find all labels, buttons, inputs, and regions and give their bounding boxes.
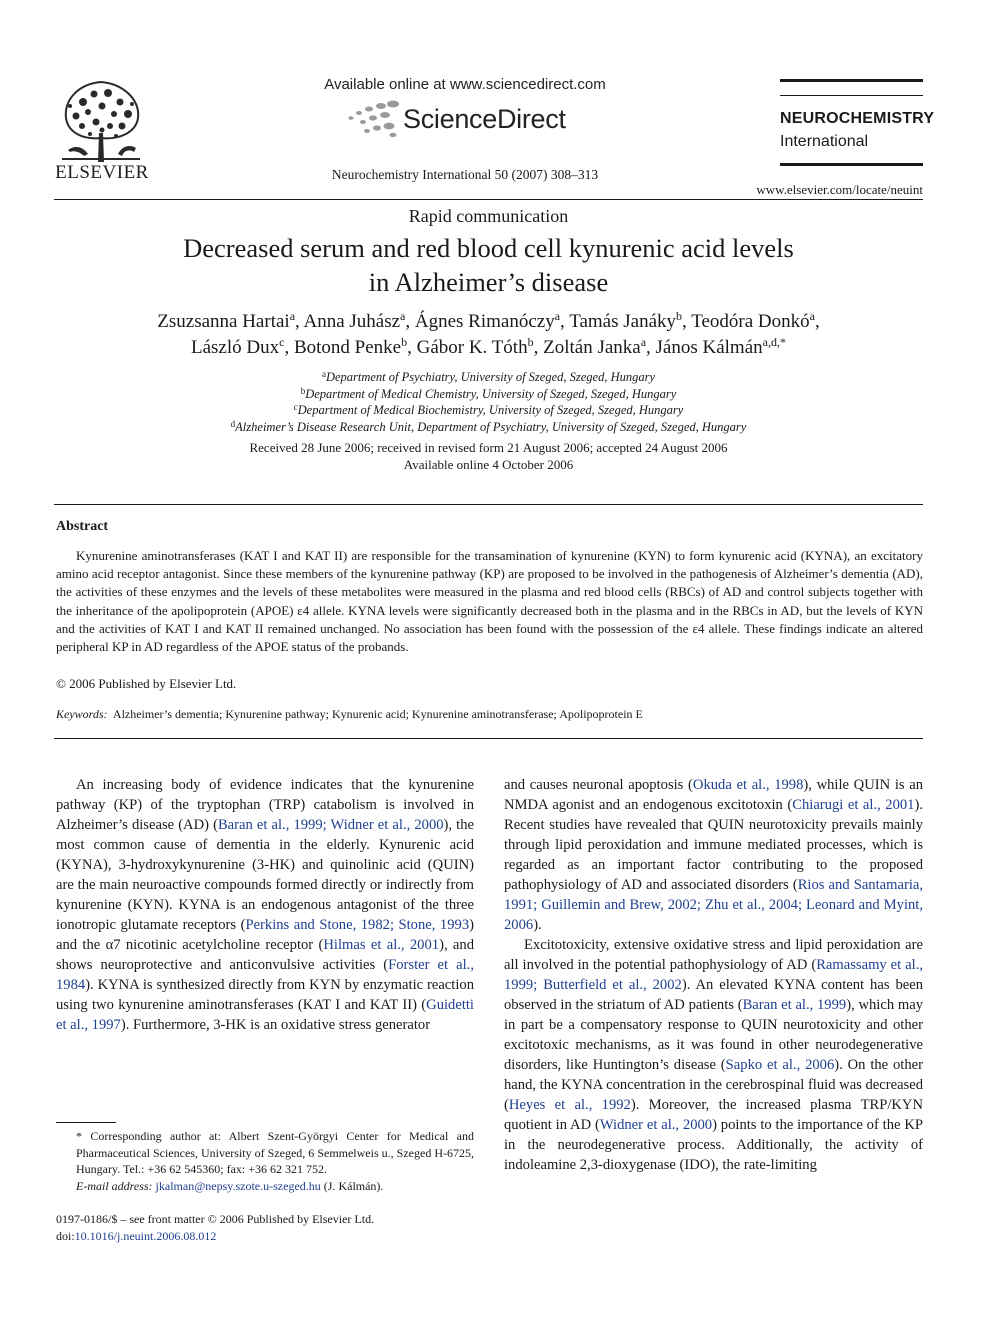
author-name[interactable]: László Dux xyxy=(191,337,280,358)
body-paragraph xyxy=(504,775,923,935)
author-affiliation-mark: a xyxy=(554,309,561,323)
body-text: ) and the α7 nicotinic acetylcholine receptor ( xyxy=(56,917,474,953)
author-line-1: Zsuzsanna Hartai$^a$, Anna Juhász$^a$, Ágnes Rimanóczy$^a$, Tamás Janáky$^b$, Teodóra Donkó$^a$, xyxy=(157,309,820,332)
elsevier-tree-icon xyxy=(58,78,144,162)
keywords-label: Keywords: xyxy=(56,707,108,721)
body-text: ) points to the importance of the KP in the neurodegenerative process. Additionally, the activity of indoleamine 2,3-dioxygenase (IDO), the rate-limiting xyxy=(504,1117,923,1173)
body-text: ). KYNA is synthesized directly from KYN by enzymatic reaction using two kynurenine aminotransferases (KAT I and KAT II) ( xyxy=(56,977,474,1013)
author-name[interactable]: Gábor K. Tóth xyxy=(416,337,528,358)
citation-link[interactable]: Chiarugi et al., 2001 xyxy=(792,797,915,813)
affiliation-list xyxy=(54,369,923,435)
sciencedirect-dots-icon xyxy=(345,100,401,138)
elsevier-logo xyxy=(54,78,150,182)
author-affiliation-mark: a xyxy=(400,309,406,323)
affiliation xyxy=(54,419,923,436)
citation-link[interactable]: Baran et al., 1999; Widner et al., 2000 xyxy=(217,817,444,833)
affiliation-text: Department of Medical Chemistry, University of Szeged, Szeged, Hungary xyxy=(305,386,677,401)
journal-citation: Neurochemistry International 50 (2007) 308–313 xyxy=(331,167,599,182)
author-affiliation-mark[interactable]: a,d,* xyxy=(762,335,786,349)
author-list xyxy=(54,309,923,361)
body-text: ). xyxy=(533,917,542,933)
doi-link[interactable]: 10.1016/j.neuint.2006.08.012 xyxy=(74,1228,217,1243)
affiliation xyxy=(54,369,923,386)
author-line-2: László Dux$^c$, Botond Penke$^b$, Gábor K. Tóth$^b$, Zoltán Janka$^a$, János Kálmán$^{a,d,*}$ xyxy=(191,335,786,358)
corresponding-author-footnote xyxy=(56,1128,474,1194)
citation-link[interactable]: Okuda et al., 1998 xyxy=(692,777,804,793)
abstract-heading: Abstract xyxy=(56,519,109,534)
title-line: Decreased serum and red blood cell kynurenic acid levels xyxy=(183,233,794,263)
header-divider xyxy=(54,199,923,200)
affiliation-label: a xyxy=(321,369,326,379)
body-text: ), which may in part be a compensatory response to QUIN neurotoxicity and other excitotoxic mechanisms, as it was found in other neurodegenerative disorders, like Huntington’s disease ( xyxy=(504,997,923,1073)
journal-name-subtitle: International xyxy=(780,133,869,150)
body-text: ). Moreover, the increased plasma TRP/KYN quotient in AD ( xyxy=(504,1097,924,1133)
affiliation xyxy=(54,386,923,403)
citation-link[interactable]: Hilmas et al., 2001 xyxy=(323,937,440,953)
author-affiliation-mark: a xyxy=(809,309,815,323)
abstract-text: Kynurenine aminotransferases (KAT I and KAT II) are responsible for the transamination of kynurenine (KYN) to form kynurenic acid (KYNA), an excitatory amino acid receptor antagonist. Since these members of the kynurenine pathway (KP) are proposed to be involved in the pathogenesis of Alzheimer’s dementia (AD), the activities of these enzymes and the levels of these metabolites were measured in the plasma and red blood cells (RBCs) of AD and control subjects together with the inheritance of the apolipoprotein (APOE) ε4 allele. KYNA levels were significantly decreased both in the plasma and in the RBCs in AD, but the levels of KYN and the activities of KAT I and KAT II remained unchanged. No association has been found with the possession of the ε4 allele. These findings indicate an altered peripheral KP in AD regardless of the APOE status of the probands. xyxy=(56,548,923,655)
available-online-date: Available online 4 October 2006 xyxy=(403,456,574,472)
citation-link[interactable]: Guidetti et al., 1997 xyxy=(56,997,474,1033)
keywords xyxy=(56,707,923,722)
sciencedirect-wordmark: ScienceDirect xyxy=(403,104,566,134)
author-name[interactable]: Botond Penke xyxy=(293,337,402,358)
body-text: ). On the other hand, the KYNA concentration in the cerebrospinal fluid was decreased ( xyxy=(504,1057,924,1113)
front-matter xyxy=(56,1211,374,1244)
author-name[interactable]: Teodóra Donkó xyxy=(691,311,810,332)
email-link[interactable]: jkalman@nepsy.szote.u-szeged.hu xyxy=(155,1178,321,1193)
affiliation-text: Department of Psychiatry, University of Szeged, Szeged, Hungary xyxy=(325,370,656,384)
citation-link[interactable]: Widner et al., 2000 xyxy=(599,1117,713,1133)
corresponding-address: * Corresponding author at: Albert Szent-Györgyi Center for Medical and Pharmaceutical Sciences, University of Szeged, 6 Semmelweis u., Szeged H-6725, Hungary. Tel.: +36 62 545360; fax: +36 62 321 752. xyxy=(76,1129,474,1176)
doi-label: doi: xyxy=(56,1228,75,1243)
citation-link[interactable]: Rios and Santamaria, 1991; Guillemin and Brew, 2002; Zhu et al., 2004; Leonard and Myint, 2006 xyxy=(504,877,923,933)
author-affiliation-mark: a xyxy=(289,309,296,323)
corresponding-email xyxy=(56,1178,474,1195)
received-dates: Received 28 June 2006; received in revised form 21 August 2006; accepted 24 August 2006 xyxy=(249,440,728,455)
masthead-rule xyxy=(780,163,923,166)
author-name[interactable]: János Kálmán xyxy=(655,337,763,358)
citation-link[interactable]: Ramassamy et al., 1999; Butterfield et al., 2002 xyxy=(504,957,923,993)
author-affiliation-mark: b xyxy=(401,335,408,349)
available-online-text[interactable]: Available online at www.sciencedirect.com xyxy=(324,76,606,93)
title-line: in Alzheimer’s disease xyxy=(368,267,609,297)
body-column-left xyxy=(56,775,474,1035)
affiliation-label: c xyxy=(293,402,298,412)
abstract-top-rule xyxy=(54,504,923,505)
body-text: ), the most common cause of dementia in the elderly. Kynurenic acid (KYNA), 3-hydroxykynurenine (3-HK) and quinolinic acid (QUIN) are the main neuroactive compounds formed directly or indirectly from kynurenine (KYN). KYNA is an endogenous antagonist of the three ionotropic glutamate receptors ( xyxy=(56,817,474,933)
author-affiliation-mark: c xyxy=(279,335,285,349)
doi-line xyxy=(56,1228,374,1245)
citation-link[interactable]: Forster et al., 1984 xyxy=(56,957,474,993)
citation-link[interactable]: Baran et al., 1999 xyxy=(742,997,847,1013)
body-paragraph xyxy=(504,935,923,1175)
body-text: An increasing body of evidence indicates that the kynurenine pathway (KP) of the tryptophan (TRP) catabolism is involved in Alzheimer’s disease (AD) ( xyxy=(56,777,474,833)
abstract-copyright: © 2006 Published by Elsevier Ltd. xyxy=(56,676,237,691)
affiliation-label: d xyxy=(230,418,236,429)
masthead-rule xyxy=(780,95,923,96)
article-history xyxy=(54,440,923,473)
abstract-bottom-rule xyxy=(54,738,923,739)
citation-link[interactable]: Perkins and Stone, 1982; Stone, 1993 xyxy=(245,917,470,933)
author-name[interactable]: Zoltán Janka xyxy=(543,337,641,358)
author-name[interactable]: Zsuzsanna Hartai xyxy=(157,311,290,332)
author-affiliation-mark: b xyxy=(527,335,534,349)
affiliation-text: Department of Medical Biochemistry, University of Szeged, Szeged, Hungary xyxy=(297,403,684,417)
article-type: Rapid communication xyxy=(408,206,569,226)
body-paragraph xyxy=(56,775,474,1035)
email-label: E-mail address: xyxy=(76,1178,153,1193)
body-text: ), while QUIN is an NMDA agonist and an endogenous excitotoxin ( xyxy=(504,777,923,813)
body-text: and causes neuronal apoptosis ( xyxy=(504,777,693,793)
footnote-rule xyxy=(56,1122,116,1123)
body-text: ). An elevated KYNA content has been observed in the striatum of AD patients ( xyxy=(504,977,923,1013)
body-text: Excitotoxicity, extensive oxidative stress and lipid peroxidation are all involved in the potential pathophysiology of AD ( xyxy=(504,937,923,973)
sciencedirect-logo[interactable] xyxy=(345,98,595,142)
body-text: ). Furthermore, 3-HK is an oxidative stress generator xyxy=(120,1017,431,1033)
author-name[interactable]: Tamás Janáky xyxy=(569,311,677,332)
body-column-right xyxy=(504,775,923,1175)
author-affiliation-mark: b xyxy=(676,309,683,323)
body-text: ), and shows neuroprotective and anticonvulsive activities ( xyxy=(56,937,474,973)
publisher-name: ELSEVIER xyxy=(55,162,149,183)
affiliation xyxy=(54,402,923,419)
article-title xyxy=(54,231,923,299)
author-name[interactable]: Ágnes Rimanóczy xyxy=(414,311,555,332)
journal-name: NEUROCHEMISTRY xyxy=(780,110,935,127)
author-affiliation-mark: a xyxy=(640,335,647,349)
citation-link[interactable]: Heyes et al., 1992 xyxy=(508,1097,631,1113)
affiliation-label: b xyxy=(300,385,306,396)
author-name[interactable]: Anna Juhász xyxy=(303,311,401,332)
citation-link[interactable]: Sapko et al., 2006 xyxy=(725,1057,835,1073)
body-text: ). Recent studies have revealed that QUIN neurotoxicity prevails mainly through lipid peroxidation and immune mediated processes, which is regarded as an important factor contributing to the proposed pathophysiology of AD and associated disorders ( xyxy=(504,797,923,893)
journal-url-link[interactable]: www.elsevier.com/locate/neuint xyxy=(756,182,923,197)
email-suffix: (J. Kálmán). xyxy=(320,1178,384,1193)
issn-line: 0197-0186/$ – see front matter © 2006 Published by Elsevier Ltd. xyxy=(56,1212,375,1226)
affiliation-text: Alzheimer’s Disease Research Unit, Department of Psychiatry, University of Szeged, Szeged, Hungary xyxy=(235,419,747,434)
masthead-rule xyxy=(780,79,923,82)
keywords-list: Alzheimer’s dementia; Kynurenine pathway; Kynurenic acid; Kynurenine aminotransferase; Apolipoprotein E xyxy=(112,707,643,721)
